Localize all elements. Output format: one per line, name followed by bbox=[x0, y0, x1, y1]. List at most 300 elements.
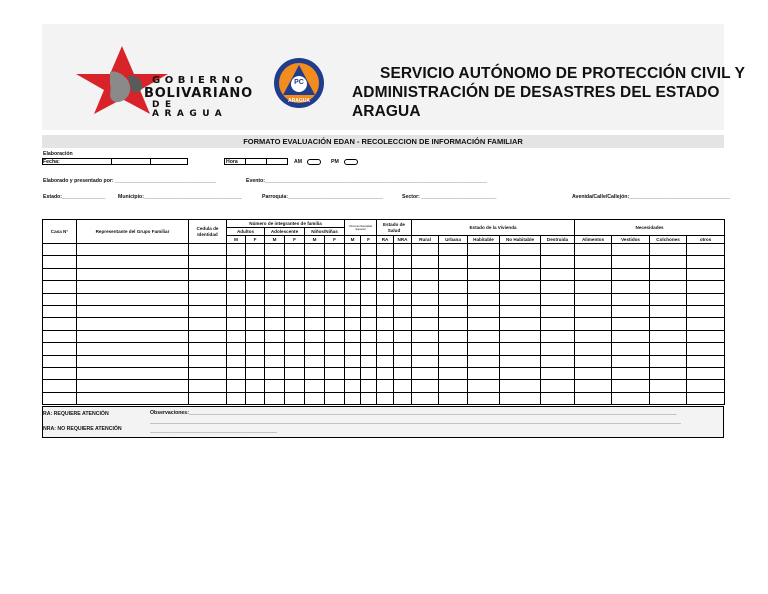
table-cell[interactable] bbox=[650, 318, 687, 330]
table-cell[interactable] bbox=[361, 330, 377, 342]
table-cell[interactable] bbox=[325, 268, 345, 280]
table-cell[interactable] bbox=[246, 355, 265, 367]
table-cell[interactable] bbox=[468, 305, 500, 317]
table-cell[interactable] bbox=[650, 244, 687, 256]
table-cell[interactable] bbox=[361, 305, 377, 317]
table-cell[interactable] bbox=[468, 244, 500, 256]
evento-field[interactable]: Evento:_____________________________________________________________________________ bbox=[246, 178, 488, 184]
table-cell[interactable] bbox=[612, 244, 650, 256]
table-cell[interactable] bbox=[394, 268, 412, 280]
table-cell[interactable] bbox=[575, 343, 612, 355]
table-cell[interactable] bbox=[43, 367, 77, 379]
table-cell[interactable] bbox=[439, 318, 468, 330]
table-cell[interactable] bbox=[227, 380, 246, 392]
table-cell[interactable] bbox=[265, 380, 285, 392]
table-cell[interactable] bbox=[265, 318, 285, 330]
table-cell[interactable] bbox=[687, 268, 725, 280]
table-cell[interactable] bbox=[377, 380, 394, 392]
table-cell[interactable] bbox=[377, 343, 394, 355]
table-cell[interactable] bbox=[189, 268, 227, 280]
table-cell[interactable] bbox=[650, 330, 687, 342]
table-cell[interactable] bbox=[612, 318, 650, 330]
hora-field[interactable] bbox=[224, 158, 288, 165]
table-cell[interactable] bbox=[325, 330, 345, 342]
table-cell[interactable] bbox=[265, 244, 285, 256]
table-cell[interactable] bbox=[189, 293, 227, 305]
table-cell[interactable] bbox=[43, 343, 77, 355]
table-cell[interactable] bbox=[439, 380, 468, 392]
table-cell[interactable] bbox=[650, 343, 687, 355]
observaciones-area[interactable] bbox=[150, 410, 720, 435]
table-cell[interactable] bbox=[325, 367, 345, 379]
table-cell[interactable] bbox=[687, 244, 725, 256]
table-cell[interactable] bbox=[541, 330, 575, 342]
table-cell[interactable] bbox=[43, 305, 77, 317]
table-cell[interactable] bbox=[412, 367, 439, 379]
table-cell[interactable] bbox=[285, 392, 305, 404]
table-cell[interactable] bbox=[650, 293, 687, 305]
table-cell[interactable] bbox=[246, 305, 265, 317]
table-cell[interactable] bbox=[377, 256, 394, 268]
estado-field[interactable]: Estado:_______________ bbox=[43, 194, 106, 200]
table-cell[interactable] bbox=[377, 293, 394, 305]
table-cell[interactable] bbox=[345, 392, 361, 404]
table-cell[interactable] bbox=[285, 268, 305, 280]
table-cell[interactable] bbox=[377, 367, 394, 379]
table-cell[interactable] bbox=[345, 367, 361, 379]
table-cell[interactable] bbox=[468, 330, 500, 342]
table-cell[interactable] bbox=[612, 281, 650, 293]
table-cell[interactable] bbox=[265, 281, 285, 293]
table-cell[interactable] bbox=[265, 355, 285, 367]
table-cell[interactable] bbox=[77, 244, 189, 256]
table-cell[interactable] bbox=[612, 367, 650, 379]
table-cell[interactable] bbox=[650, 380, 687, 392]
table-cell[interactable] bbox=[412, 392, 439, 404]
table-cell[interactable] bbox=[394, 343, 412, 355]
table-cell[interactable] bbox=[305, 330, 325, 342]
table-cell[interactable] bbox=[305, 318, 325, 330]
table-cell[interactable] bbox=[612, 268, 650, 280]
table-cell[interactable] bbox=[361, 318, 377, 330]
table-cell[interactable] bbox=[77, 355, 189, 367]
table-cell[interactable] bbox=[377, 355, 394, 367]
table-cell[interactable] bbox=[612, 293, 650, 305]
table-cell[interactable] bbox=[377, 244, 394, 256]
table-cell[interactable] bbox=[227, 343, 246, 355]
table-cell[interactable] bbox=[541, 268, 575, 280]
table-cell[interactable] bbox=[227, 256, 246, 268]
table-cell[interactable] bbox=[687, 330, 725, 342]
table-cell[interactable] bbox=[265, 256, 285, 268]
table-cell[interactable] bbox=[325, 305, 345, 317]
table-cell[interactable] bbox=[43, 293, 77, 305]
table-cell[interactable] bbox=[325, 392, 345, 404]
table-cell[interactable] bbox=[468, 367, 500, 379]
table-cell[interactable] bbox=[325, 244, 345, 256]
am-checkbox[interactable] bbox=[307, 159, 321, 165]
table-cell[interactable] bbox=[394, 281, 412, 293]
table-cell[interactable] bbox=[77, 318, 189, 330]
table-cell[interactable] bbox=[345, 355, 361, 367]
table-cell[interactable] bbox=[612, 330, 650, 342]
table-cell[interactable] bbox=[43, 281, 77, 293]
table-cell[interactable] bbox=[227, 367, 246, 379]
table-cell[interactable] bbox=[650, 305, 687, 317]
table-cell[interactable] bbox=[541, 293, 575, 305]
table-cell[interactable] bbox=[500, 281, 541, 293]
table-cell[interactable] bbox=[500, 355, 541, 367]
table-cell[interactable] bbox=[189, 256, 227, 268]
table-cell[interactable] bbox=[687, 343, 725, 355]
table-cell[interactable] bbox=[285, 318, 305, 330]
table-cell[interactable] bbox=[377, 318, 394, 330]
table-cell[interactable] bbox=[361, 268, 377, 280]
table-cell[interactable] bbox=[305, 367, 325, 379]
table-cell[interactable] bbox=[325, 256, 345, 268]
table-cell[interactable] bbox=[345, 244, 361, 256]
table-cell[interactable] bbox=[345, 268, 361, 280]
table-cell[interactable] bbox=[189, 305, 227, 317]
table-cell[interactable] bbox=[575, 293, 612, 305]
table-cell[interactable] bbox=[43, 355, 77, 367]
table-cell[interactable] bbox=[612, 305, 650, 317]
table-cell[interactable] bbox=[265, 367, 285, 379]
table-cell[interactable] bbox=[687, 380, 725, 392]
table-cell[interactable] bbox=[412, 330, 439, 342]
table-cell[interactable] bbox=[412, 355, 439, 367]
table-cell[interactable] bbox=[412, 305, 439, 317]
table-cell[interactable] bbox=[77, 293, 189, 305]
elaborado-field[interactable]: Elaborado y presentado por: ___________________________________ bbox=[43, 178, 217, 184]
table-cell[interactable] bbox=[227, 392, 246, 404]
table-cell[interactable] bbox=[265, 268, 285, 280]
fecha-field[interactable] bbox=[42, 158, 188, 165]
table-cell[interactable] bbox=[361, 392, 377, 404]
table-cell[interactable] bbox=[377, 281, 394, 293]
table-cell[interactable] bbox=[43, 244, 77, 256]
table-cell[interactable] bbox=[500, 367, 541, 379]
table-cell[interactable] bbox=[43, 318, 77, 330]
table-cell[interactable] bbox=[412, 318, 439, 330]
table-cell[interactable] bbox=[77, 268, 189, 280]
table-cell[interactable] bbox=[412, 380, 439, 392]
table-cell[interactable] bbox=[285, 355, 305, 367]
table-cell[interactable] bbox=[227, 318, 246, 330]
table-cell[interactable] bbox=[439, 305, 468, 317]
table-cell[interactable] bbox=[650, 367, 687, 379]
table-cell[interactable] bbox=[305, 281, 325, 293]
table-cell[interactable] bbox=[246, 281, 265, 293]
table-cell[interactable] bbox=[500, 256, 541, 268]
table-cell[interactable] bbox=[285, 305, 305, 317]
table-cell[interactable] bbox=[227, 355, 246, 367]
table-cell[interactable] bbox=[650, 281, 687, 293]
table-cell[interactable] bbox=[468, 343, 500, 355]
table-cell[interactable] bbox=[468, 380, 500, 392]
table-cell[interactable] bbox=[189, 330, 227, 342]
table-cell[interactable] bbox=[361, 380, 377, 392]
municipio-field[interactable]: Municipio:__________________________________ bbox=[118, 194, 243, 200]
table-cell[interactable] bbox=[394, 380, 412, 392]
table-cell[interactable] bbox=[468, 392, 500, 404]
table-cell[interactable] bbox=[189, 318, 227, 330]
table-cell[interactable] bbox=[227, 305, 246, 317]
table-cell[interactable] bbox=[612, 380, 650, 392]
table-cell[interactable] bbox=[575, 318, 612, 330]
table-cell[interactable] bbox=[285, 343, 305, 355]
table-cell[interactable] bbox=[361, 367, 377, 379]
table-cell[interactable] bbox=[650, 268, 687, 280]
table-cell[interactable] bbox=[541, 256, 575, 268]
table-cell[interactable] bbox=[541, 392, 575, 404]
table-cell[interactable] bbox=[575, 244, 612, 256]
table-cell[interactable] bbox=[500, 380, 541, 392]
table-cell[interactable] bbox=[500, 318, 541, 330]
table-cell[interactable] bbox=[189, 392, 227, 404]
table-cell[interactable] bbox=[575, 281, 612, 293]
table-cell[interactable] bbox=[189, 380, 227, 392]
table-cell[interactable] bbox=[227, 268, 246, 280]
table-cell[interactable] bbox=[305, 305, 325, 317]
table-cell[interactable] bbox=[468, 318, 500, 330]
table-cell[interactable] bbox=[77, 330, 189, 342]
table-cell[interactable] bbox=[394, 355, 412, 367]
table-cell[interactable] bbox=[377, 268, 394, 280]
table-cell[interactable] bbox=[77, 256, 189, 268]
table-cell[interactable] bbox=[541, 367, 575, 379]
table-cell[interactable] bbox=[43, 268, 77, 280]
table-cell[interactable] bbox=[361, 281, 377, 293]
table-cell[interactable] bbox=[305, 268, 325, 280]
table-cell[interactable] bbox=[265, 293, 285, 305]
table-cell[interactable] bbox=[650, 256, 687, 268]
table-cell[interactable] bbox=[227, 330, 246, 342]
table-cell[interactable] bbox=[361, 256, 377, 268]
table-cell[interactable] bbox=[246, 293, 265, 305]
table-cell[interactable] bbox=[361, 244, 377, 256]
table-cell[interactable] bbox=[325, 343, 345, 355]
table-cell[interactable] bbox=[439, 343, 468, 355]
table-cell[interactable] bbox=[650, 392, 687, 404]
table-cell[interactable] bbox=[394, 367, 412, 379]
table-cell[interactable] bbox=[305, 380, 325, 392]
table-cell[interactable] bbox=[394, 392, 412, 404]
table-cell[interactable] bbox=[227, 244, 246, 256]
table-cell[interactable] bbox=[575, 268, 612, 280]
table-cell[interactable] bbox=[439, 293, 468, 305]
pm-checkbox[interactable] bbox=[344, 159, 358, 165]
table-cell[interactable] bbox=[189, 355, 227, 367]
table-cell[interactable] bbox=[377, 305, 394, 317]
table-cell[interactable] bbox=[439, 256, 468, 268]
table-cell[interactable] bbox=[468, 293, 500, 305]
table-cell[interactable] bbox=[687, 281, 725, 293]
table-cell[interactable] bbox=[345, 318, 361, 330]
table-cell[interactable] bbox=[500, 330, 541, 342]
sector-field[interactable]: Sector: __________________________ bbox=[402, 194, 497, 200]
table-cell[interactable] bbox=[285, 256, 305, 268]
table-cell[interactable] bbox=[612, 355, 650, 367]
table-cell[interactable] bbox=[265, 343, 285, 355]
table-cell[interactable] bbox=[77, 380, 189, 392]
header-f: F bbox=[325, 236, 345, 244]
table-cell[interactable] bbox=[687, 392, 725, 404]
table-cell[interactable] bbox=[246, 330, 265, 342]
table-cell[interactable] bbox=[285, 380, 305, 392]
table-cell[interactable] bbox=[412, 244, 439, 256]
table-cell[interactable] bbox=[687, 305, 725, 317]
table-cell[interactable] bbox=[687, 367, 725, 379]
table-cell[interactable] bbox=[189, 244, 227, 256]
table-cell[interactable] bbox=[650, 355, 687, 367]
table-cell[interactable] bbox=[468, 355, 500, 367]
table-cell[interactable] bbox=[305, 244, 325, 256]
table-cell[interactable] bbox=[541, 281, 575, 293]
table-cell[interactable] bbox=[412, 281, 439, 293]
table-cell[interactable] bbox=[394, 305, 412, 317]
table-cell[interactable] bbox=[246, 244, 265, 256]
table-cell[interactable] bbox=[541, 305, 575, 317]
table-cell[interactable] bbox=[305, 256, 325, 268]
table-cell[interactable] bbox=[687, 318, 725, 330]
table-cell[interactable] bbox=[246, 392, 265, 404]
table-cell[interactable] bbox=[500, 343, 541, 355]
table-cell[interactable] bbox=[345, 343, 361, 355]
table-cell[interactable] bbox=[377, 330, 394, 342]
table-cell[interactable] bbox=[285, 367, 305, 379]
table-cell[interactable] bbox=[394, 318, 412, 330]
table-cell[interactable] bbox=[43, 330, 77, 342]
table-cell[interactable] bbox=[361, 355, 377, 367]
table-cell[interactable] bbox=[412, 293, 439, 305]
table-cell[interactable] bbox=[325, 380, 345, 392]
table-cell[interactable] bbox=[687, 256, 725, 268]
table-cell[interactable] bbox=[575, 367, 612, 379]
table-cell[interactable] bbox=[305, 293, 325, 305]
avenida-field[interactable]: Avenida/Calle/Callejón:___________________________________ bbox=[572, 194, 731, 200]
table-cell[interactable] bbox=[189, 343, 227, 355]
table-cell[interactable] bbox=[325, 281, 345, 293]
table-cell[interactable] bbox=[412, 343, 439, 355]
table-cell[interactable] bbox=[468, 256, 500, 268]
table-cell[interactable] bbox=[227, 281, 246, 293]
table-cell[interactable] bbox=[575, 256, 612, 268]
table-cell[interactable] bbox=[500, 268, 541, 280]
table-cell[interactable] bbox=[285, 330, 305, 342]
table-cell[interactable] bbox=[687, 293, 725, 305]
table-cell[interactable] bbox=[345, 256, 361, 268]
table-cell[interactable] bbox=[394, 293, 412, 305]
table-cell[interactable] bbox=[541, 343, 575, 355]
table-cell[interactable] bbox=[361, 293, 377, 305]
parroquia-field[interactable]: Parroquia:_________________________________ bbox=[262, 194, 384, 200]
table-cell[interactable] bbox=[246, 343, 265, 355]
table-cell[interactable] bbox=[439, 355, 468, 367]
table-cell[interactable] bbox=[305, 343, 325, 355]
table-cell[interactable] bbox=[468, 281, 500, 293]
table-cell[interactable] bbox=[345, 293, 361, 305]
table-cell[interactable] bbox=[345, 330, 361, 342]
table-cell[interactable] bbox=[325, 293, 345, 305]
table-cell[interactable] bbox=[361, 343, 377, 355]
table-cell[interactable] bbox=[394, 244, 412, 256]
table-cell[interactable] bbox=[500, 305, 541, 317]
table-cell[interactable] bbox=[541, 244, 575, 256]
table-cell[interactable] bbox=[265, 330, 285, 342]
table-cell[interactable] bbox=[612, 343, 650, 355]
table-cell[interactable] bbox=[439, 244, 468, 256]
table-cell[interactable] bbox=[500, 244, 541, 256]
table-cell[interactable] bbox=[541, 355, 575, 367]
table-cell[interactable] bbox=[43, 380, 77, 392]
table-cell[interactable] bbox=[439, 281, 468, 293]
table-cell[interactable] bbox=[394, 256, 412, 268]
table-cell[interactable] bbox=[285, 293, 305, 305]
table-cell[interactable] bbox=[246, 318, 265, 330]
table-cell[interactable] bbox=[468, 268, 500, 280]
table-cell[interactable] bbox=[246, 268, 265, 280]
table-cell[interactable] bbox=[394, 330, 412, 342]
table-cell[interactable] bbox=[500, 392, 541, 404]
table-cell[interactable] bbox=[189, 367, 227, 379]
table-cell[interactable] bbox=[77, 343, 189, 355]
table-cell[interactable] bbox=[43, 392, 77, 404]
table-cell[interactable] bbox=[305, 392, 325, 404]
table-cell[interactable] bbox=[412, 256, 439, 268]
table-cell[interactable] bbox=[439, 330, 468, 342]
table-cell[interactable] bbox=[439, 367, 468, 379]
table-cell[interactable] bbox=[325, 355, 345, 367]
table-cell[interactable] bbox=[77, 367, 189, 379]
table-cell[interactable] bbox=[246, 367, 265, 379]
table-cell[interactable] bbox=[439, 392, 468, 404]
table-cell[interactable] bbox=[285, 244, 305, 256]
table-cell[interactable] bbox=[612, 256, 650, 268]
table-cell[interactable] bbox=[412, 268, 439, 280]
table-cell[interactable] bbox=[345, 380, 361, 392]
table-cell[interactable] bbox=[265, 305, 285, 317]
table-cell[interactable] bbox=[246, 380, 265, 392]
table-cell[interactable] bbox=[575, 355, 612, 367]
header-estado-vivienda: Estado de la Vivienda bbox=[412, 220, 575, 236]
table-cell[interactable] bbox=[77, 281, 189, 293]
table-cell[interactable] bbox=[227, 293, 246, 305]
table-cell[interactable] bbox=[575, 392, 612, 404]
table-cell[interactable] bbox=[77, 305, 189, 317]
table-cell[interactable] bbox=[285, 281, 305, 293]
table-cell[interactable] bbox=[612, 392, 650, 404]
table-cell[interactable] bbox=[687, 355, 725, 367]
table-cell[interactable] bbox=[246, 256, 265, 268]
table-cell[interactable] bbox=[377, 392, 394, 404]
table-cell[interactable] bbox=[305, 355, 325, 367]
table-cell[interactable] bbox=[345, 281, 361, 293]
table-cell[interactable] bbox=[541, 318, 575, 330]
table-cell[interactable] bbox=[189, 281, 227, 293]
table-cell[interactable] bbox=[500, 293, 541, 305]
table-cell[interactable] bbox=[541, 380, 575, 392]
table-cell[interactable] bbox=[345, 305, 361, 317]
table-cell[interactable] bbox=[575, 380, 612, 392]
table-cell[interactable] bbox=[325, 318, 345, 330]
table-cell[interactable] bbox=[43, 256, 77, 268]
table-cell[interactable] bbox=[439, 268, 468, 280]
table-cell[interactable] bbox=[575, 305, 612, 317]
table-cell[interactable] bbox=[265, 392, 285, 404]
table-cell[interactable] bbox=[77, 392, 189, 404]
table-cell[interactable] bbox=[575, 330, 612, 342]
